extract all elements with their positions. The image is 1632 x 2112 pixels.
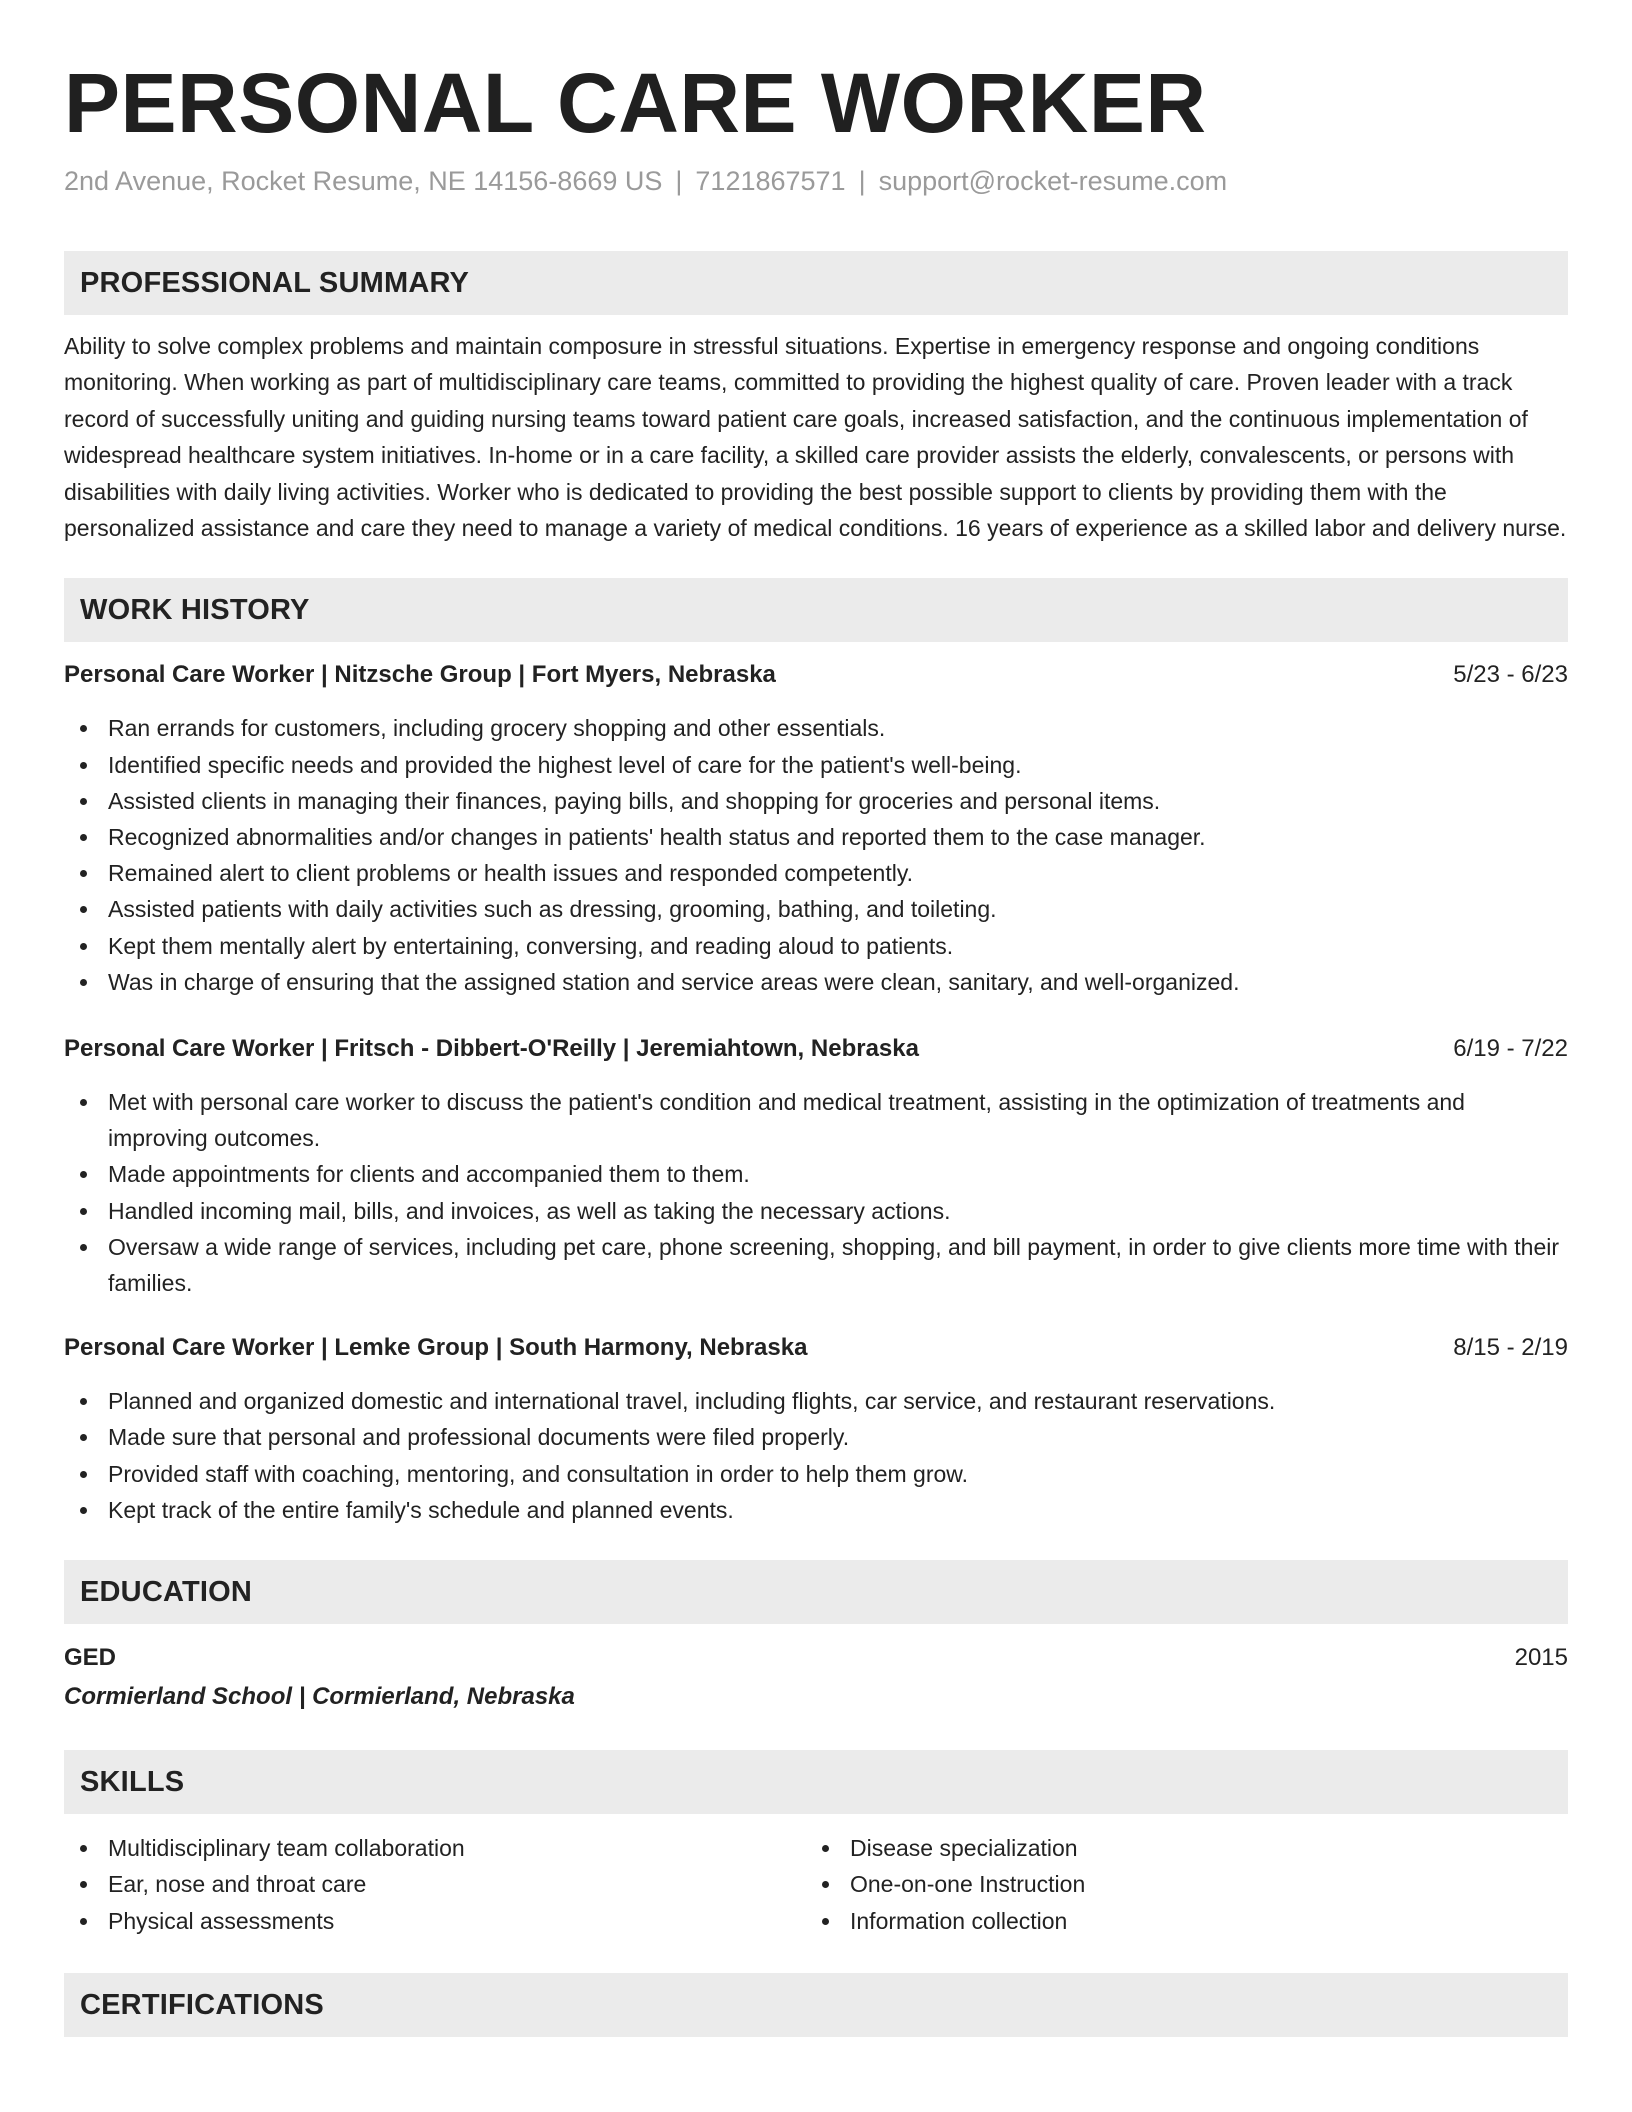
resume-page: [64, 0, 1568, 2037]
list-item: Planned and organized domestic and international travel, including flights, car service, and restaurant reservations.: [64, 1383, 1568, 1419]
list-item: Made sure that personal and professional documents were filed properly.: [64, 1419, 1568, 1455]
job-duties-list: [64, 1084, 1568, 1301]
list-item: Identified specific needs and provided the highest level of care for the patient's well-being.: [64, 747, 1568, 783]
list-item: One-on-one Instruction: [806, 1866, 1548, 1902]
list-item: Information collection: [806, 1903, 1548, 1939]
job-dates: 5/23 - 6/23: [1453, 661, 1568, 689]
list-item: Remained alert to client problems or health issues and responded competently.: [64, 855, 1568, 891]
job-title: Personal Care Worker | Fritsch - Dibbert-O'Reilly | Jeremiahtown, Nebraska: [64, 1035, 919, 1063]
job-entry: [64, 1331, 1568, 1528]
job-duties-list: [64, 1383, 1568, 1528]
list-item: Assisted patients with daily activities such as dressing, grooming, bathing, and toileting.: [64, 891, 1568, 927]
job-entry: [64, 658, 1568, 1000]
list-item: Multidisciplinary team collaboration: [64, 1830, 806, 1866]
job-title: Personal Care Worker | Lemke Group | South Harmony, Nebraska: [64, 1334, 808, 1362]
section-heading-skills: SKILLS: [64, 1750, 1568, 1814]
job-duties-list: [64, 710, 1568, 1000]
job-dates: 8/15 - 2/19: [1453, 1334, 1568, 1362]
job-header: [64, 1331, 1568, 1365]
skills-list-right: [806, 1830, 1548, 1939]
list-item: Physical assessments: [64, 1903, 806, 1939]
list-item: Ran errands for customers, including grocery shopping and other essentials.: [64, 710, 1568, 746]
list-item: Was in charge of ensuring that the assigned station and service areas were clean, sanitary, and well-organized.: [64, 964, 1568, 1000]
list-item: Ear, nose and throat care: [64, 1866, 806, 1902]
list-item: Oversaw a wide range of services, including pet care, phone screening, shopping, and bill payment, in order to give clients more time with their families.: [64, 1229, 1568, 1301]
contact-phone: 7121867571: [695, 166, 846, 196]
contact-line: [64, 163, 1568, 199]
job-header: [64, 658, 1568, 692]
contact-address: 2nd Avenue, Rocket Resume, NE 14156-8669 US: [64, 166, 663, 196]
contact-email: support@rocket-resume.com: [878, 166, 1228, 196]
education-school: Cormierland School | Cormierland, Nebraska: [64, 1683, 575, 1711]
summary-text: Ability to solve complex problems and maintain composure in stressful situations. Expertise in emergency response and ongoing conditions monitoring. When working as part of multidisciplinary care teams, committed to providing the highest quality of care. Proven leader with a track record of successfully uniting and guiding nursing teams toward patient care goals, increased satisfaction, and the continuous implementation of widespread healthcare system initiatives. In-home or in a care facility, a skilled care provider assists the elderly, convalescents, or persons with disabilities with daily living activities. Worker who is dedicated to providing the best possible support to clients by providing them with the personalized assistance and care they need to manage a variety of medical conditions. 16 years of experience as a skilled labor and delivery nurse.: [64, 333, 1567, 542]
list-item: Assisted clients in managing their finances, paying bills, and shopping for groceries and personal items.: [64, 783, 1568, 819]
list-item: Met with personal care worker to discuss the patient's condition and medical treatment, assisting in the optimization of treatments and improving outcomes.: [64, 1084, 1568, 1156]
list-item: Handled incoming mail, bills, and invoices, as well as taking the necessary actions.: [64, 1193, 1568, 1229]
list-item: Kept track of the entire family's schedule and planned events.: [64, 1492, 1568, 1528]
job-dates: 6/19 - 7/22: [1453, 1035, 1568, 1063]
education-degree: GED: [64, 1644, 117, 1672]
resume-name: PERSONAL CARE WORKER: [64, 56, 1207, 150]
section-heading-certifications: CERTIFICATIONS: [64, 1973, 1568, 2037]
section-heading-education: EDUCATION: [64, 1560, 1568, 1624]
section-heading-work-history: WORK HISTORY: [64, 578, 1568, 642]
list-item: Provided staff with coaching, mentoring, and consultation in order to help them grow.: [64, 1456, 1568, 1492]
education-year: 2015: [1514, 1644, 1568, 1672]
job-header: [64, 1032, 1568, 1066]
job-title: Personal Care Worker | Nitzsche Group | Fort Myers, Nebraska: [64, 661, 776, 689]
list-item: Disease specialization: [806, 1830, 1548, 1866]
section-heading-summary: PROFESSIONAL SUMMARY: [64, 251, 1568, 315]
list-item: Kept them mentally alert by entertaining, conversing, and reading aloud to patients.: [64, 928, 1568, 964]
skills-columns: [64, 1830, 1568, 1939]
list-item: Made appointments for clients and accompanied them to them.: [64, 1156, 1568, 1192]
skills-list-left: [64, 1830, 806, 1939]
education-header: [64, 1640, 1568, 1676]
list-item: Recognized abnormalities and/or changes in patients' health status and reported them to the case manager.: [64, 819, 1568, 855]
contact-separator: |: [858, 166, 866, 196]
job-entry: [64, 1032, 1568, 1301]
contact-separator: |: [675, 166, 683, 196]
